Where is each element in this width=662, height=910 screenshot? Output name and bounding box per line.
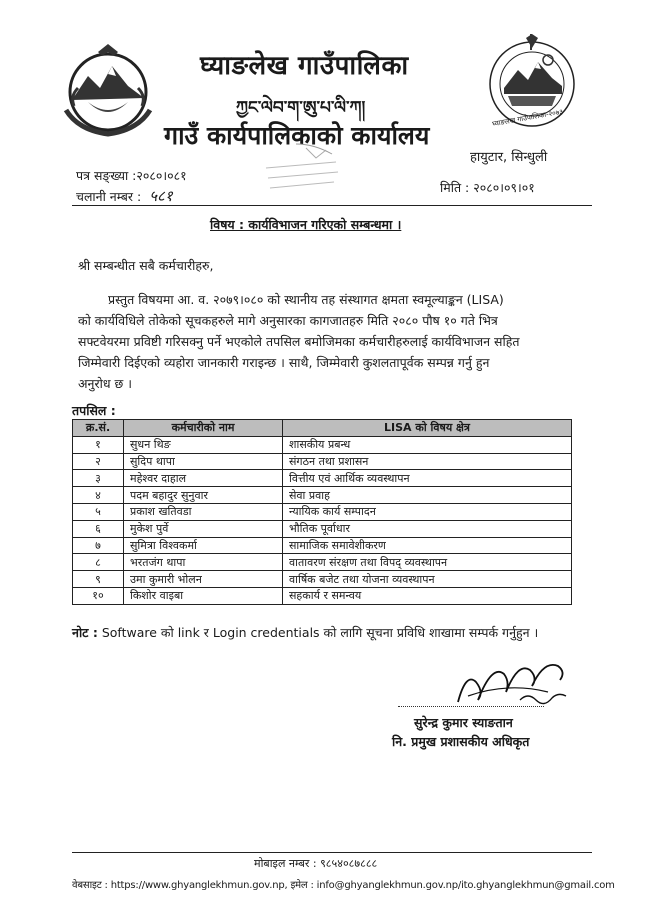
body-paragraph	[78, 289, 578, 394]
office-name: गाउँ कार्यपालिकाको कार्यालय	[164, 121, 430, 150]
cell-name: उमा कुमारी भोलन	[124, 571, 283, 588]
cell-sn: ३	[73, 470, 124, 487]
municipality-name: घ्याङलेख गाउँपालिका	[200, 51, 409, 81]
cell-area: न्यायिक कार्य सम्पादन	[283, 503, 572, 520]
cell-area: सेवा प्रवाह	[283, 487, 572, 504]
note-text: Software को link र Login credentials को लागि सूचना प्रविधि शाखामा सम्पर्क गर्नुहुन ।	[101, 625, 539, 640]
dispatch-number-value: ५८१	[145, 187, 176, 206]
paragraph-line: प्रस्तुत विषयमा आ. व. २०७९।०८० को स्थानीय तह संस्थागत क्षमता स्वमूल्याङ्कन (LISA)	[108, 292, 504, 307]
table-row	[73, 503, 572, 520]
cell-area: वित्तीय एवं आर्थिक व्यवस्थापन	[283, 470, 572, 487]
cell-area: सामाजिक समावेशीकरण	[283, 537, 572, 554]
cell-sn: २	[73, 453, 124, 470]
cell-name: महेश्वर दाहाल	[124, 470, 283, 487]
cell-name: किशोर वाइबा	[124, 587, 283, 604]
cell-sn: ९	[73, 571, 124, 588]
municipality-logo	[486, 34, 578, 138]
signature-line	[398, 706, 544, 707]
table-row	[73, 487, 572, 504]
cell-name: सुदिप थापा	[124, 453, 283, 470]
paragraph-line: जिम्मेवारी दिईएको व्यहोरा जानकारी गराइन्छ । साथै, जिम्मेवारी कुशलतापूर्वक सम्पन्न गर्नु हुन	[78, 355, 490, 370]
table-title: तपसिल :	[72, 403, 116, 418]
right-logo-caption: घ्याङलेख गाउँपालिका-२०७३	[491, 107, 564, 129]
cell-name: भरतजंग थापा	[124, 554, 283, 571]
table-row	[73, 537, 572, 554]
table-row	[73, 520, 572, 537]
tibetan-name: ཀྱང་ལེབ་ག་ཨུ་པ་ལི་ཀ།	[236, 98, 366, 118]
office-stamp	[256, 140, 346, 200]
cell-sn: ५	[73, 503, 124, 520]
cell-sn: १०	[73, 587, 124, 604]
ref-number: पत्र सङ्ख्या :२०८०।०८१	[76, 168, 187, 183]
col-header-area: LISA को विषय क्षेत्र	[283, 420, 572, 437]
cell-name: मुकेश पुर्वे	[124, 520, 283, 537]
note-label: नोट :	[72, 625, 98, 640]
signatory-name: सुरेन्द्र कुमार स्याङतान	[414, 715, 513, 730]
cell-area: भौतिक पूर्वाधार	[283, 520, 572, 537]
header-divider	[72, 205, 592, 206]
signatory-title: नि. प्रमुख प्रशासकीय अधिकृत	[392, 734, 530, 749]
cell-name: सुधन थिङ	[124, 436, 283, 453]
col-header-sn: क्र.सं.	[73, 420, 124, 437]
table-header-row	[73, 420, 572, 437]
note	[72, 624, 538, 641]
dispatch-number	[76, 186, 177, 206]
cell-name: पदम बहादुर सुनुवार	[124, 487, 283, 504]
col-header-name: कर्मचारीको नाम	[124, 420, 283, 437]
cell-sn: ८	[73, 554, 124, 571]
paragraph-line: को कार्यविधिले तोकेको सूचकहरुले मागे अनुसारका कागजातहरु मिति २०८० पौष १० गते भित्र	[78, 313, 498, 328]
cell-name: प्रकाश खतिवडा	[124, 503, 283, 520]
salutation: श्री सम्बन्धीत सबै कर्मचारीहरु,	[78, 258, 214, 273]
table-row	[73, 587, 572, 604]
address: हायुटार, सिन्धुली	[470, 150, 548, 165]
footer-divider	[72, 852, 592, 853]
cell-area: शासकीय प्रबन्ध	[283, 436, 572, 453]
table-row	[73, 453, 572, 470]
cell-area: संगठन तथा प्रशासन	[283, 453, 572, 470]
footer-website: वेबसाइट : https://www.ghyanglekhmun.gov.np, इमेल : info@ghyanglekhmun.gov.np/ito.ghyanglekhmun@gmail.com	[72, 880, 615, 891]
cell-sn: ४	[73, 487, 124, 504]
cell-sn: ७	[73, 537, 124, 554]
cell-area: वातावरण संरक्षण तथा विपद् व्यवस्थापन	[283, 554, 572, 571]
nepal-emblem-logo	[58, 40, 158, 140]
paragraph-line: सफ्टवेयरमा प्रविष्टी गरिसक्नु पर्ने भएकोले तपसिल बमोजिमका कर्मचारीहरुलाई कार्यविभाजन सहित	[78, 334, 520, 349]
cell-area: वार्षिक बजेट तथा योजना व्यवस्थापन	[283, 571, 572, 588]
paragraph-line: अनुरोध छ ।	[78, 376, 132, 391]
subject-line: विषय : कार्यविभाजन गरिएको सम्बन्धमा ।	[210, 217, 402, 232]
table-row	[73, 436, 572, 453]
table-row	[73, 470, 572, 487]
table-row	[73, 571, 572, 588]
dispatch-number-label: चलानी नम्बर :	[76, 189, 142, 204]
assignment-table	[72, 419, 572, 605]
cell-area: सहकार्य र समन्वय	[283, 587, 572, 604]
cell-name: सुमित्रा विश्वकर्मा	[124, 537, 283, 554]
table-row	[73, 554, 572, 571]
cell-sn: ६	[73, 520, 124, 537]
signature	[448, 652, 578, 712]
footer-mobile: मोबाइल नम्बर : ९८५४०८७८८८	[254, 857, 378, 870]
letter-date: मिति : २०८०।०९।०१	[440, 180, 535, 195]
cell-sn: १	[73, 436, 124, 453]
